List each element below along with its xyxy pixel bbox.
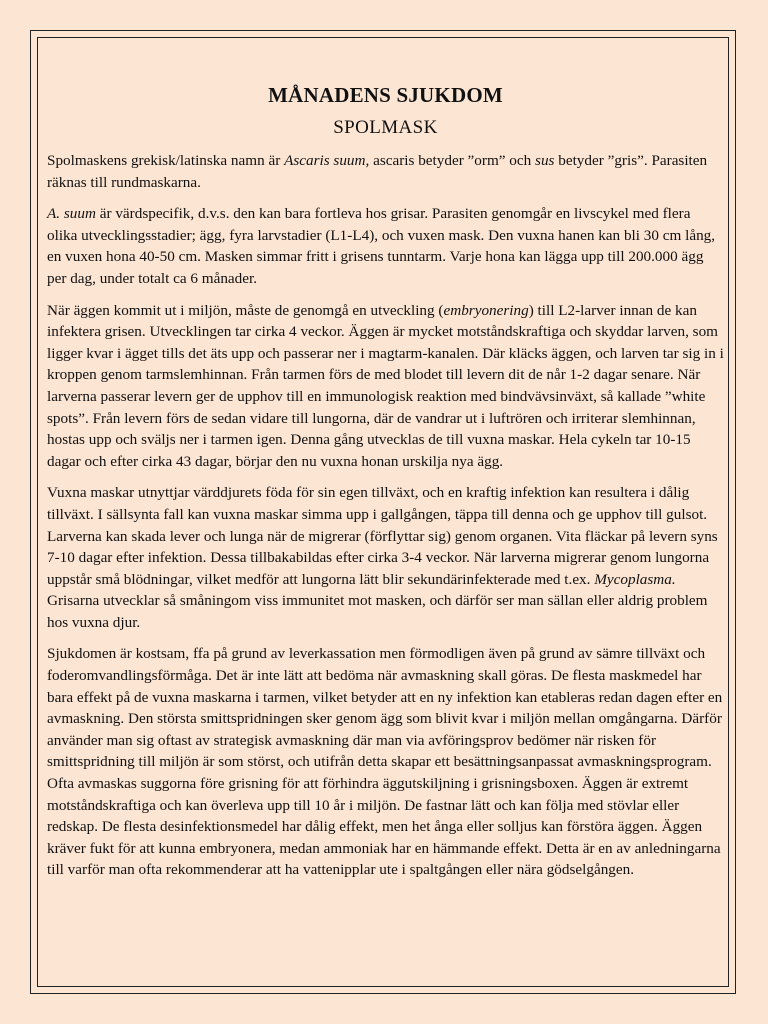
paragraph-1-latin-name: Ascaris suum,	[284, 152, 370, 169]
paragraph-3-text-c: ) till L2-larver innan de kan infektera grisen. Utvecklingen tar cirka 4 veckor. Äggen är mycket motståndskraftiga och skyddar larven, som ligger kvar i ägget tills det äts upp och passerar ner i magtarm-kanalen. Där kläcks äggen, och larven tar sig in i kroppen genom tarmslemhinnan. Från tarmen förs de med blodet till levern dit de når 1-2 dagar senare. När larverna passerar levern ger de upphov till en immunologisk reaktion med bindvävsinväxt, så kallade ”white spots”. Från levern förs de sedan vidare till lungorna, där de vandrar ut i luftrören och irriterar slemhinnan, hostas upp och sväljs ner i tarmen igen. Denna gång utvecklas de till vuxna maskar. Hela cykeln tar 10-15 dagar och efter cirka 43 dagar, börjar den nu vuxna honan urskilja nya ägg.	[47, 301, 724, 470]
page-title: MÅNADENS SJUKDOM	[268, 83, 503, 107]
paragraph-1-latin-sus: sus	[535, 152, 555, 169]
inner-border-frame	[37, 37, 729, 987]
article-body	[47, 82, 724, 891]
paragraph-5: Sjukdomen är kostsam, ffa på grund av leverkassation men förmodligen även på grund av sämre tillväxt och foderomvandlingsförmåga. Det är inte lätt att bedöma när avmaskning skall göras. De flesta maskmedel har bara effekt på de vuxna maskarna i tarmen, vilket betyder att en ny infektion kan etableras redan dagen efter en avmaskning. Den största smittspridningen sker genom ägg som blivit kvar i miljön mellan omgångarna. Därför använder man sig oftast av strategisk avmaskning där man via avföringsprov bedömer när risken för smittspridning till miljön är som störst, och utifrån detta skapar ett besättningsanpassat avmaskningsprogram. Ofta avmaskas suggorna före grisning för att förhindra äggutskiljning i grisningsboxen. Äggen är extremt motståndskraftiga och kan överleva upp till 10 år i miljön. De fastnar lätt och kan följa med stövlar eller redskap. De flesta desinfektionsmedel har dålig effekt, men het ånga eller solljus kan förstöra äggen. Äggen kräver fukt för att kunna embryonera, medan ammoniak har en hämmande effekt. Detta är en av anledningarna till varför man ofta rekommenderar att ha vattenipplar ute i spaltgången eller nära gödselgången.	[47, 645, 723, 879]
paragraph-3-term: embryonering	[443, 301, 529, 319]
paragraph-4-text-c: Grisarna utvecklar så småningom viss immunitet mot masken, och därför ser man sällan eller aldrig problem hos vuxna djur.	[47, 592, 708, 631]
paragraph-4	[47, 482, 724, 633]
paragraph-1-text-e: betyder ”gris”. Parasiten räknas till rundmaskarna.	[47, 152, 708, 191]
paragraph-2	[47, 203, 724, 289]
paragraph-4-text-a: Vuxna maskar utnyttjar värddjurets föda för sin egen tillväxt, och en kraftig infektion kan resultera i dålig tillväxt. I sällsynta fall kan vuxna maskar simma upp i gallgången, täppa till denna och ge upphov till gulsot. Larverna kan skada lever och lunga när de migrerar (förflyttar sig) genom organen. Vita fläckar på levern syns 7-10 dagar efter infektion. Dessa tillbakabildas efter cirka 3-4 veckor. När larverna migrerar genom lungorna uppstår små blödningar, vilket medför att lungorna lätt blir sekundärinfekterade med t.ex.	[47, 484, 718, 588]
paragraph-2-species: A. suum	[47, 205, 96, 223]
paragraph-3-text-a: När äggen kommit ut i miljön, måste de genomgå en utveckling (	[47, 301, 444, 319]
article-subtitle: SPOLMASK	[333, 117, 438, 138]
paragraph-1-text-c: ascaris betyder ”orm” och	[369, 152, 536, 169]
paragraph-4-mycoplasma: Mycoplasma.	[594, 570, 676, 588]
paragraph-2-text: är värdspecifik, d.v.s. den kan bara fortleva hos grisar. Parasiten genomgår en livscykel med flera olika utvecklingsstadier; ägg, fyra larvstadier (L1-L4), och vuxen mask. Den vuxna hanen kan bli 30 cm lång, en vuxen hona 40-50 cm. Masken simmar fritt i grisens tunntarm. Varje hona kan lägga upp till 200.000 ägg per dag, under totalt ca 6 månader.	[47, 205, 716, 287]
paragraph-1-text-a: Spolmaskens grekisk/latinska namn är	[47, 152, 285, 169]
paragraph-1	[47, 150, 724, 193]
paragraph-3	[47, 300, 724, 473]
outer-border-frame	[30, 30, 736, 994]
